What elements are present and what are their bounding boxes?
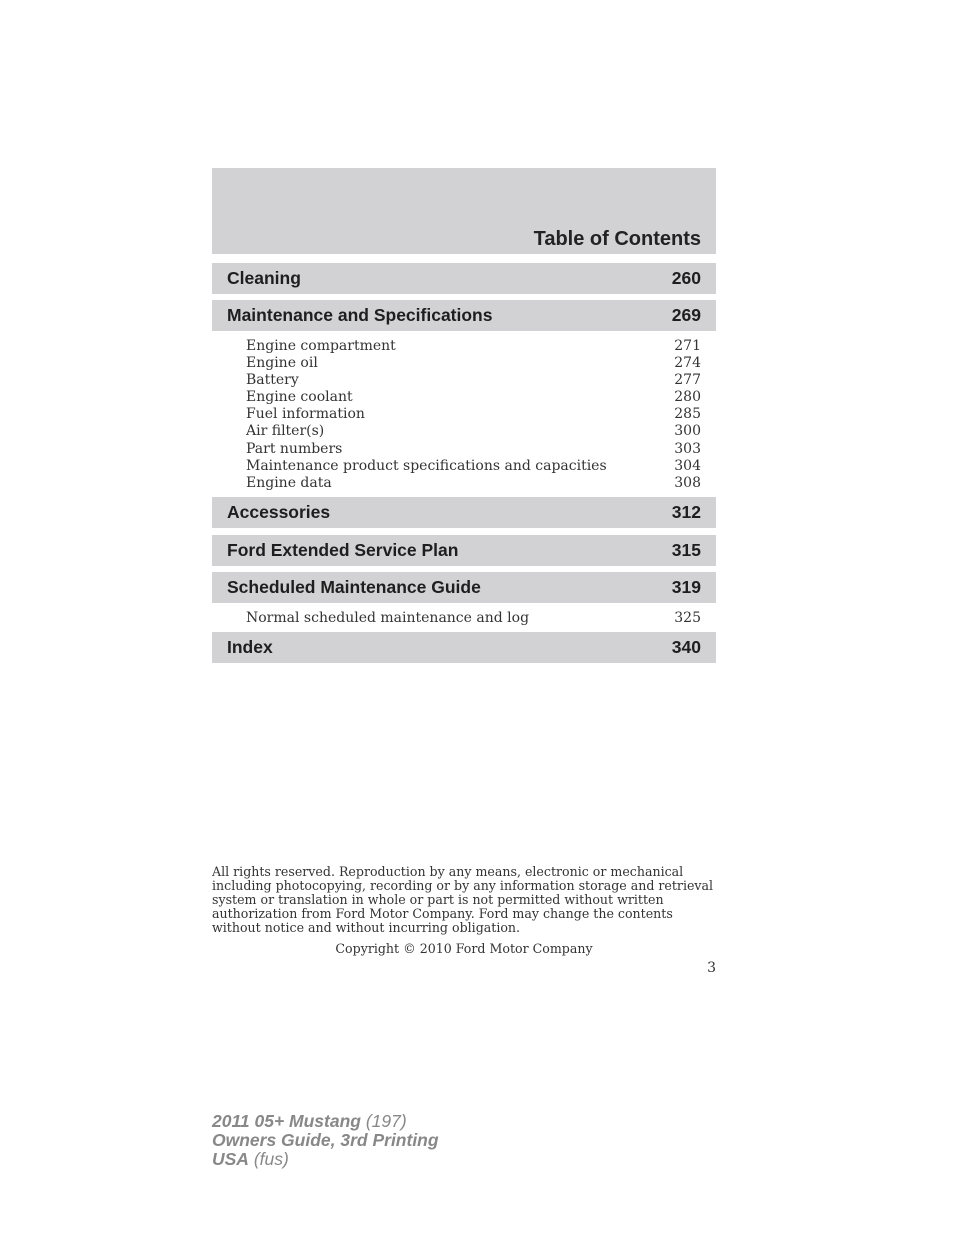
section-page: 319 [671, 576, 701, 597]
subitem-label: Engine coolant [246, 389, 353, 406]
subitem-label: Battery [246, 372, 299, 389]
section-label: Maintenance and Specifications [227, 305, 493, 325]
toc-subitem[interactable] [246, 610, 701, 627]
subitem-label: Air filter(s) [246, 423, 325, 440]
toc-subitem[interactable] [246, 441, 701, 458]
section-label: Scheduled Maintenance Guide [227, 576, 481, 597]
legal-notice: All rights reserved. Reproduction by any means, electronic or mechanical including photocopying, recording or by any information storage and retrieval system or translation in whole or part is not permitted without written authorization from Ford Motor Company. Ford may change the contents without notice and without incurring obligation. [212, 864, 714, 935]
section-label: Accessories [227, 501, 331, 522]
maintenance-sublist [212, 331, 716, 494]
print-imprint [212, 1112, 439, 1169]
section-label: Cleaning [227, 268, 301, 288]
subitem-label: Engine compartment [246, 338, 396, 354]
subitem-page: 303 [674, 440, 701, 457]
toc-subitem[interactable] [246, 338, 701, 355]
imprint-line-3 [212, 1150, 439, 1169]
section-page: 315 [671, 539, 701, 560]
subitem-page: 300 [674, 423, 701, 440]
toc-panel [212, 168, 716, 663]
page-number: 3 [707, 960, 716, 976]
imprint-model-code: (197) [365, 1111, 407, 1131]
subitem-page: 308 [674, 474, 701, 491]
section-label: Index [227, 636, 273, 657]
toc-subitem[interactable] [246, 423, 701, 440]
toc-header [212, 168, 716, 254]
section-page: 312 [671, 501, 701, 522]
subitem-page: 304 [674, 457, 701, 474]
toc-subitem[interactable] [246, 355, 701, 372]
toc-subitem[interactable] [246, 372, 701, 389]
subitem-page: 274 [674, 355, 701, 372]
subitem-label: Engine data [246, 474, 332, 491]
toc-subitem[interactable] [246, 389, 701, 406]
toc-title: Table of Contents [533, 228, 701, 250]
toc-subitem[interactable] [246, 475, 701, 492]
copyright-line: Copyright © 2010 Ford Motor Company [335, 941, 593, 956]
subitem-label: Engine oil [246, 355, 318, 372]
subitem-page: 325 [674, 609, 701, 626]
section-page: 260 [671, 268, 701, 288]
toc-section-maintenance[interactable] [212, 300, 716, 331]
subitem-label: Normal scheduled maintenance and log [246, 609, 530, 626]
imprint-line-2 [212, 1131, 439, 1150]
subitem-page: 280 [674, 389, 701, 406]
toc-section-cleaning[interactable] [212, 263, 716, 294]
section-page: 340 [671, 636, 701, 657]
subitem-page: 271 [674, 338, 701, 354]
toc-section-scheduled-maintenance[interactable] [212, 572, 716, 603]
subitem-label: Maintenance product specifications and capacities [246, 457, 607, 474]
subitem-page: 285 [674, 406, 701, 423]
imprint-model: 2011 05+ Mustang [212, 1111, 361, 1131]
toc-subitem[interactable] [246, 406, 701, 423]
section-page: 269 [671, 305, 701, 325]
imprint-market-code: (fus) [253, 1149, 289, 1169]
section-label: Ford Extended Service Plan [227, 539, 459, 560]
subitem-label: Part numbers [246, 440, 343, 457]
imprint-market: USA [212, 1149, 249, 1169]
imprint-edition: Owners Guide, 3rd Printing [212, 1130, 439, 1150]
subitem-label: Fuel information [246, 406, 365, 423]
toc-section-extended-service-plan[interactable] [212, 535, 716, 566]
scheduled-maintenance-sublist [212, 603, 716, 632]
toc-section-accessories[interactable] [212, 497, 716, 528]
imprint-line-1 [212, 1112, 439, 1131]
subitem-page: 277 [674, 372, 701, 389]
toc-subitem[interactable] [246, 458, 701, 475]
toc-section-index[interactable] [212, 632, 716, 663]
